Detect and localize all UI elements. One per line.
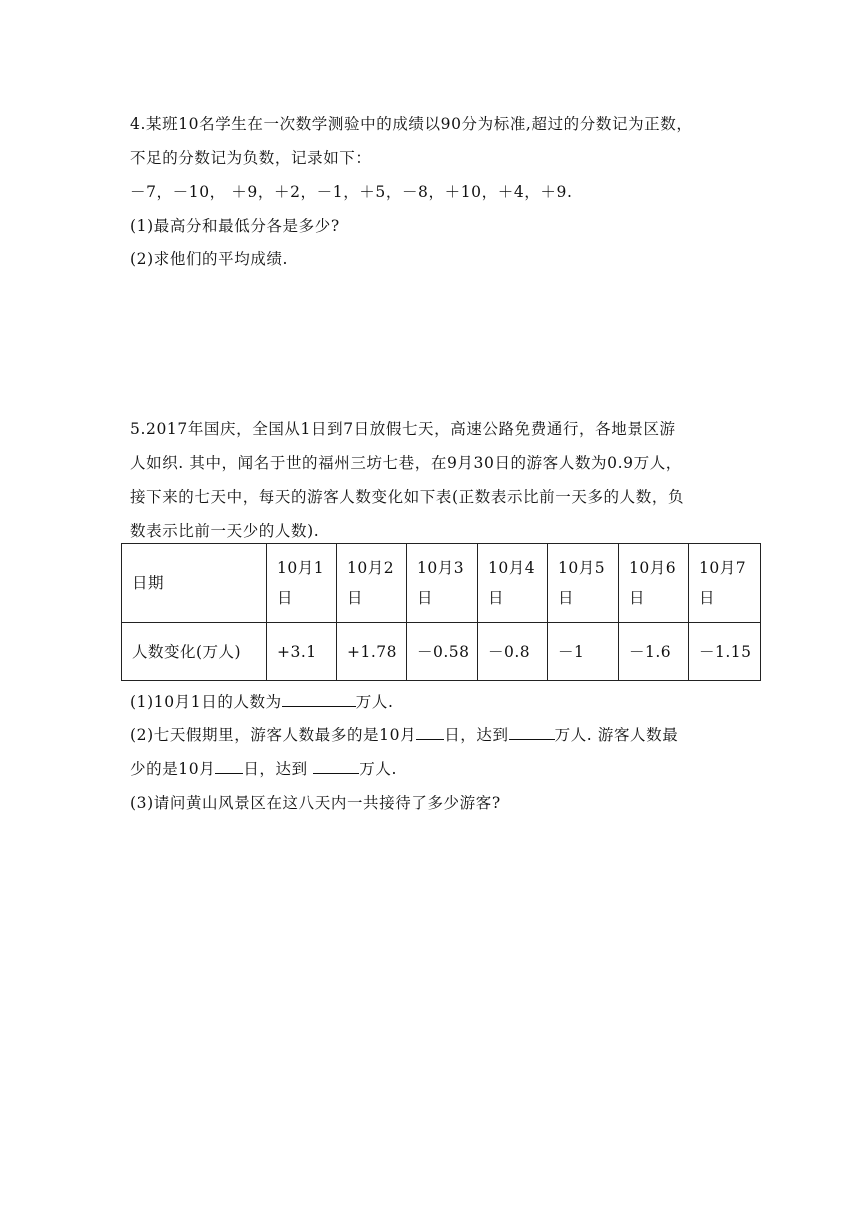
q4-line-1: 4.某班10名学生在一次数学测验中的成绩以90分为标准,超过的分数记为正数， (130, 115, 693, 133)
table-cell-date: 10月3 日 (407, 544, 478, 623)
q4-line-2: 不足的分数记为负数，记录如下： (130, 149, 372, 167)
visitor-change-table (121, 543, 761, 681)
table-cell-change: －0.8 (478, 623, 548, 681)
table-cell-date: 10月2 日 (337, 544, 407, 623)
q5-subquestion-1: (1)10月1日的人数为 万人. (130, 693, 394, 711)
answer-blank[interactable] (282, 691, 356, 707)
q4-scores: －7，－10， ＋9，＋2，－1，＋5，－8，＋10，＋4，＋9. (130, 183, 573, 201)
answer-blank[interactable] (416, 724, 444, 740)
table-header-date: 日期 (122, 544, 267, 623)
table-cell-change: +3.1 (267, 623, 337, 681)
table-cell-change: －0.58 (407, 623, 478, 681)
table-cell-change: －1.15 (689, 623, 761, 681)
table-cell-change: +1.78 (337, 623, 407, 681)
table-header-change: 人数变化(万人) (122, 623, 267, 681)
q5-line-4: 数表示比前一天少的人数). (130, 522, 320, 540)
table-cell-date: 10月6 日 (619, 544, 689, 623)
table-row-dates (122, 544, 761, 623)
q5-line-2: 人如织. 其中，闻名于世的福州三坊七巷，在9月30日的游客人数为0.9万人， (130, 454, 682, 472)
table-cell-date: 10月7 日 (689, 544, 761, 623)
answer-blank[interactable] (509, 724, 555, 740)
table-cell-date: 10月1 日 (267, 544, 337, 623)
table-cell-change: －1 (548, 623, 619, 681)
table-row-changes (122, 623, 761, 681)
q5-subquestion-3: (3)请问黄山风景区在这八天内一共接待了多少游客? (130, 794, 501, 812)
q5-subquestion-2-cont: 少的是10月 日，达到 万人. (130, 760, 397, 778)
q5-line-1: 5.2017年国庆，全国从1日到7日放假七天，高速公路免费通行，各地景区游 (130, 420, 676, 438)
table-cell-date: 10月5 日 (548, 544, 619, 623)
q5-subquestion-2: (2)七天假期里，游客人数最多的是10月 日，达到 万人. 游客人数最 (130, 726, 679, 744)
q4-subquestion-2: (2)求他们的平均成绩. (130, 250, 289, 268)
table-cell-change: －1.6 (619, 623, 689, 681)
q4-subquestion-1: (1)最高分和最低分各是多少? (130, 217, 340, 235)
q5-line-3: 接下来的七天中，每天的游客人数变化如下表(正数表示比前一天多的人数，负 (130, 488, 685, 506)
answer-blank[interactable] (215, 758, 243, 774)
answer-blank[interactable] (313, 758, 359, 774)
table-cell-date: 10月4 日 (478, 544, 548, 623)
